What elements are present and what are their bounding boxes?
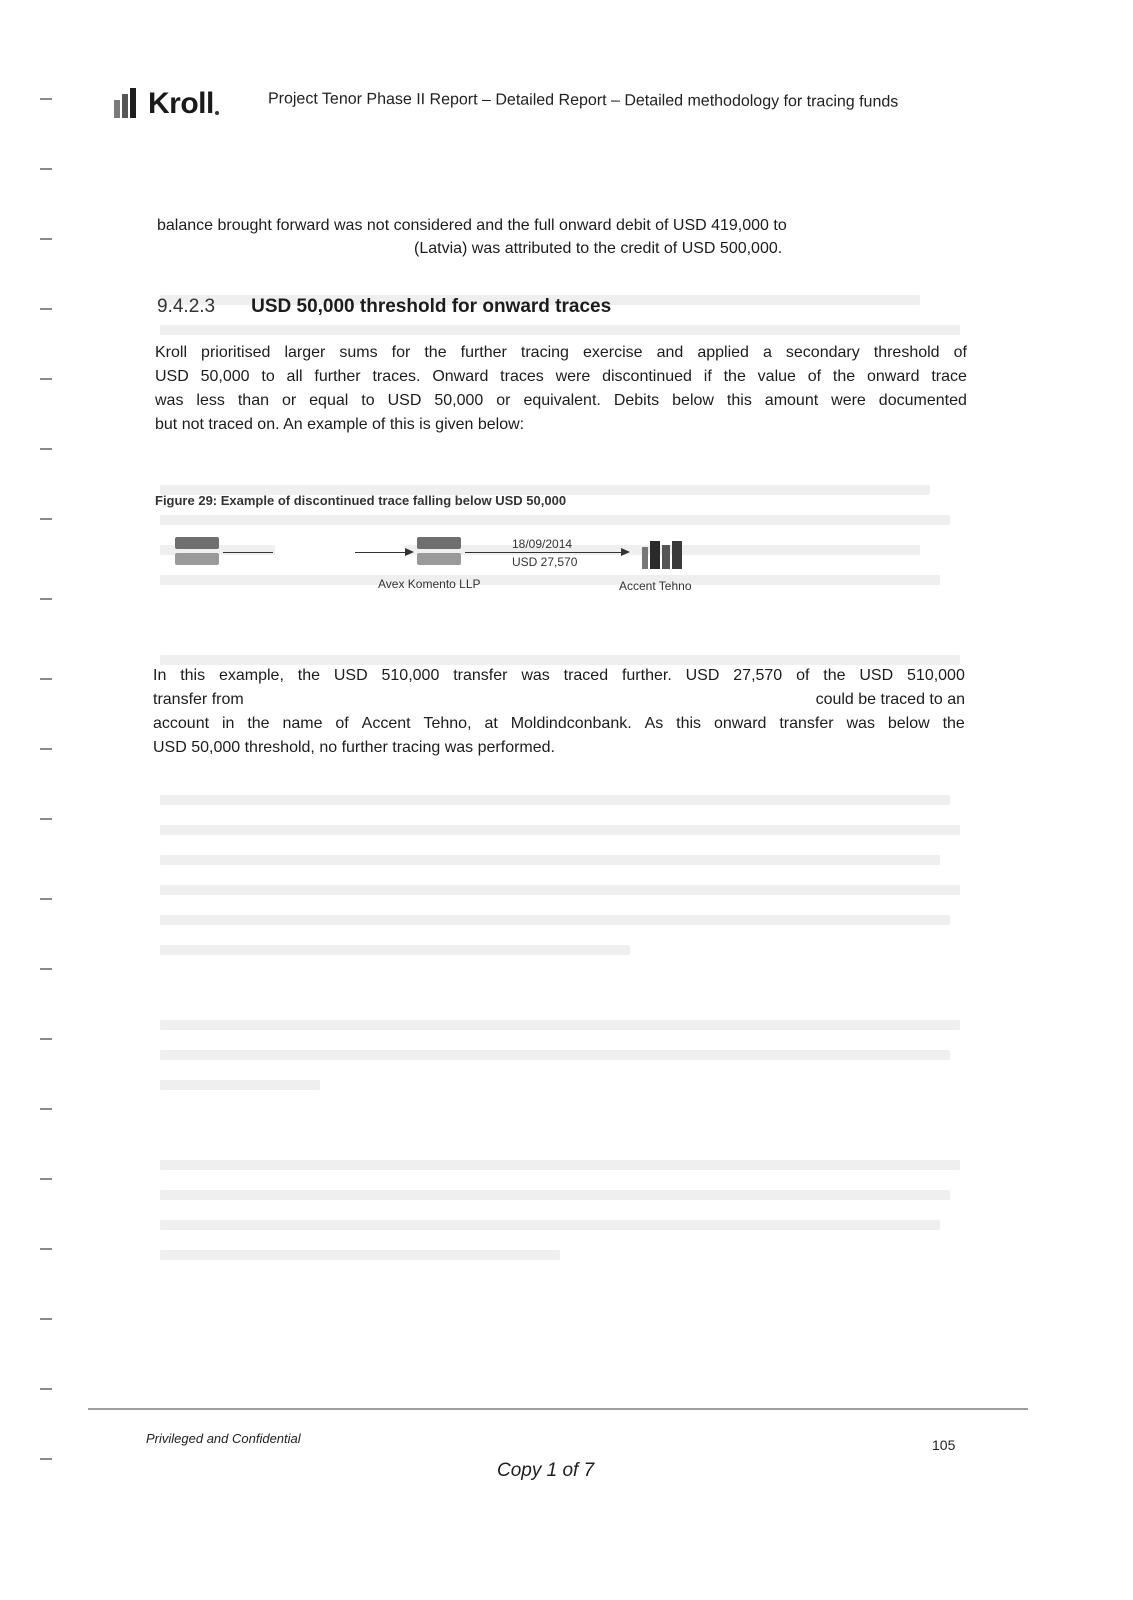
intro-paragraph (157, 214, 897, 260)
kroll-logo-mark-icon (112, 87, 146, 121)
transfer-amount-label: USD 27,570 (512, 555, 578, 569)
flow-arrow (223, 552, 273, 553)
section-heading (157, 296, 611, 318)
paragraph-line: was less than or equal to USD 50,000 or equivalent. Debits below this amount were documented (155, 392, 967, 409)
accent-tehno-bank-icon (642, 541, 684, 569)
flow-arrow (355, 552, 407, 553)
confidentiality-label: Privileged and Confidential (146, 1431, 301, 1446)
transfer-date-label: 18/09/2014 (512, 537, 573, 551)
paragraph-line: account in the name of Accent Tehno, at Moldindconbank. As this onward transfer was below the (153, 715, 965, 732)
accent-tehno-label: Accent Tehno (619, 579, 692, 593)
intro-line-1: balance brought forward was not considered and the full onward debit of USD 419,000 to (157, 217, 787, 234)
paragraph-fragment: could be traced to an (815, 691, 965, 708)
header-title: Project Tenor Phase II Report – Detailed Report – Detailed methodology for tracing funds (267, 90, 899, 111)
threshold-paragraph (155, 341, 967, 437)
redacted-entity (275, 537, 405, 571)
paragraph-line: In this example, the USD 510,000 transfer was traced further. USD 27,570 of the USD 510,000 (153, 667, 965, 684)
paragraph-line (153, 688, 965, 712)
flow-arrow (465, 552, 623, 553)
copy-stamp: Copy 1 of 7 (497, 1460, 595, 1481)
avex-komento-label: Avex Komento LLP (378, 577, 481, 591)
arrow-head-icon (405, 548, 414, 556)
footer-divider (88, 1408, 1028, 1410)
section-title: USD 50,000 threshold for onward traces (251, 296, 612, 317)
page-header (112, 84, 992, 124)
figure-caption: Figure 29: Example of discontinued trace falling below USD 50,000 (155, 493, 567, 508)
paragraph-line: Kroll prioritised larger sums for the further tracing exercise and applied a secondary threshold of (155, 344, 967, 361)
avex-komento-account-icon (417, 537, 461, 567)
trace-flow-diagram (175, 535, 715, 595)
example-paragraph (153, 664, 965, 760)
source-account-icon (175, 537, 219, 567)
paragraph-fragment: transfer from (153, 691, 244, 708)
paragraph-line: USD 50,000 to all further traces. Onward traces were discontinued if the value of the onward trace (155, 368, 967, 385)
logo-text: Kroll (148, 87, 214, 120)
section-number: 9.4.2.3 (157, 296, 216, 317)
paragraph-line: USD 50,000 threshold, no further tracing was performed. (153, 739, 555, 756)
kroll-logo (112, 84, 219, 124)
page-number: 105 (932, 1437, 956, 1453)
intro-line-2: (Latvia) was attributed to the credit of USD 500,000. (414, 240, 783, 257)
paragraph-line: but not traced on. An example of this is given below: (155, 416, 525, 433)
arrow-head-icon (621, 548, 630, 556)
